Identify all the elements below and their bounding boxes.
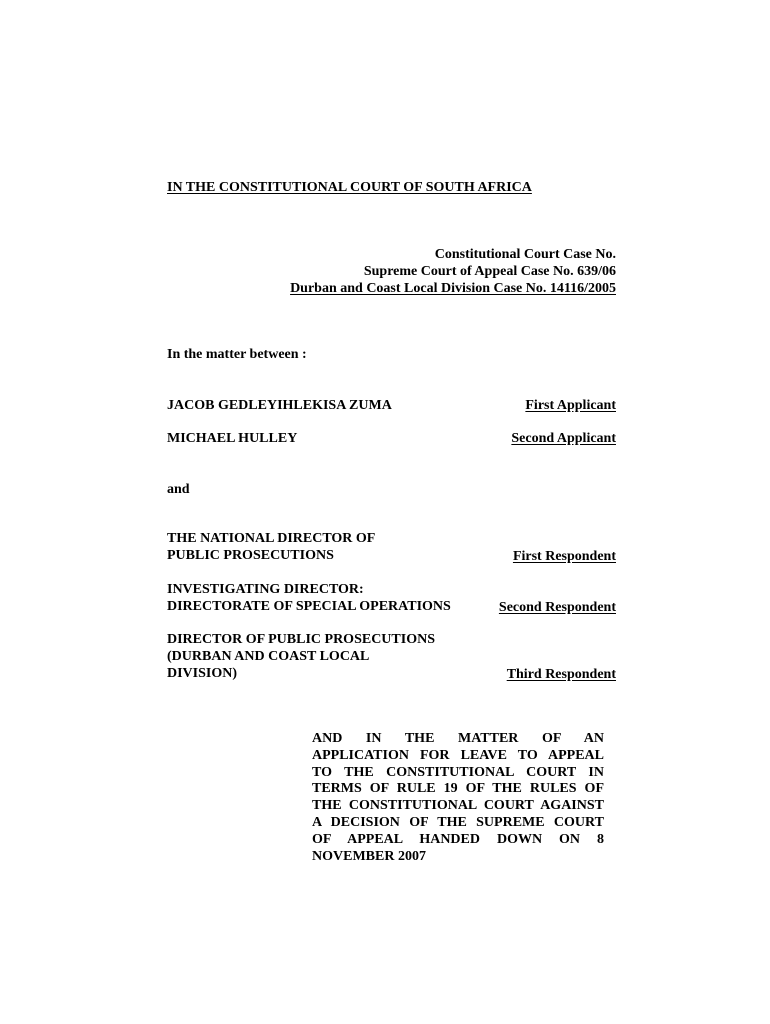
respondent-2-name-line: INVESTIGATING DIRECTOR: — [167, 582, 364, 597]
applicant-1-role: First Applicant — [525, 398, 616, 413]
respondent-1-name — [167, 530, 375, 564]
respondent-3-name-line: DIRECTOR OF PUBLIC PROSECUTIONS — [167, 632, 435, 647]
application-line: APPLICATION FOR LEAVE TO APPEAL — [312, 747, 604, 763]
court-heading: IN THE CONSTITUTIONAL COURT OF SOUTH AFRICA — [167, 180, 532, 195]
respondent-2-role: Second Respondent — [498, 600, 616, 615]
matter-between-label: In the matter between : — [167, 347, 307, 362]
respondent-2-name — [167, 581, 451, 615]
respondent-3-name — [167, 631, 435, 682]
application-line: THE CONSTITUTIONAL COURT AGAINST — [312, 798, 604, 814]
application-line: OF APPEAL HANDED DOWN ON 8 — [312, 831, 604, 847]
respondent-3-name-line: DIVISION) — [167, 666, 238, 681]
application-line: TERMS OF RULE 19 OF THE RULES OF — [312, 781, 604, 797]
application-line: A DECISION OF THE SUPREME COURT — [312, 814, 604, 830]
application-description — [312, 731, 604, 865]
applicant-2-role: Second Applicant — [511, 431, 616, 446]
case-number-local-division: Durban and Coast Local Division Case No. 14116/2005 — [290, 281, 616, 296]
and-separator: and — [167, 482, 190, 497]
case-number-sca: Supreme Court of Appeal Case No. 639/06 — [363, 264, 616, 279]
respondent-1-role: First Respondent — [512, 549, 616, 564]
applicant-2-name: MICHAEL HULLEY — [167, 431, 298, 446]
case-number-constitutional: Constitutional Court Case No. — [434, 247, 616, 262]
respondent-2-name-line: DIRECTORATE OF SPECIAL OPERATIONS — [167, 599, 451, 614]
applicant-1-name: JACOB GEDLEYIHLEKISA ZUMA — [167, 398, 392, 413]
respondent-3-role: Third Respondent — [506, 667, 616, 682]
respondent-3-name-line: (DURBAN AND COAST LOCAL — [167, 649, 370, 664]
application-line: NOVEMBER 2007 — [312, 848, 426, 864]
application-line: AND IN THE MATTER OF AN — [312, 731, 604, 746]
respondent-1-name-line: PUBLIC PROSECUTIONS — [167, 548, 334, 563]
application-line: TO THE CONSTITUTIONAL COURT IN — [312, 764, 604, 780]
respondent-1-name-line: THE NATIONAL DIRECTOR OF — [167, 531, 376, 546]
